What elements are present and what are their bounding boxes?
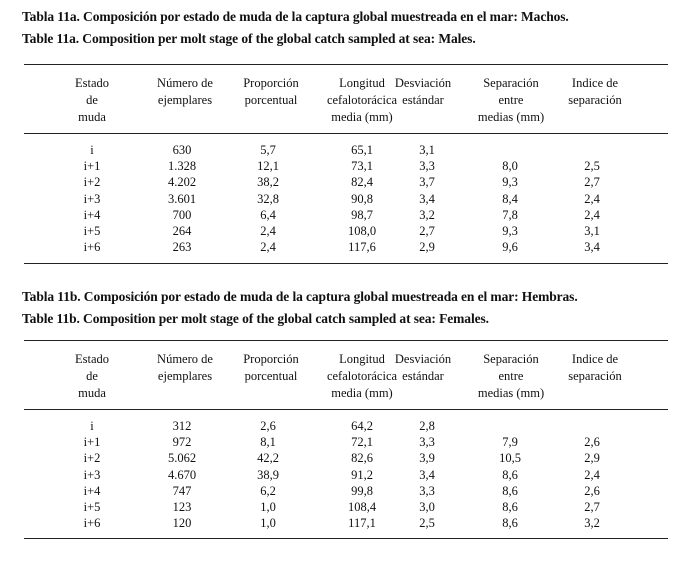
cell-length: 65,1 bbox=[351, 143, 373, 157]
cell-proportion: 38,2 bbox=[257, 175, 279, 190]
table-row bbox=[24, 451, 668, 468]
cell-sep-index: 2,9 bbox=[584, 451, 600, 466]
cell-count: 4.202 bbox=[167, 175, 197, 190]
cell-std-dev: 3,9 bbox=[419, 451, 435, 466]
cell-stage: i+3 bbox=[83, 191, 101, 206]
cell-std-dev: 3,7 bbox=[419, 175, 435, 190]
cell-count: 747 bbox=[172, 483, 192, 498]
cell-proportion: 5,7 bbox=[260, 143, 276, 157]
cell-proportion: 2,6 bbox=[260, 419, 276, 433]
header-stage bbox=[62, 351, 122, 402]
cell-length: 82,4 bbox=[351, 175, 373, 190]
header-line: Longitud bbox=[339, 76, 385, 90]
cell-sep-index: 2,4 bbox=[584, 467, 600, 482]
header-line: estándar bbox=[402, 93, 444, 107]
table-b-caption-es: Tabla 11b. Composición por estado de muda de la captura global muestreada en el mar: Hembras. bbox=[22, 289, 578, 304]
header-line: Número de bbox=[157, 352, 213, 366]
cell-stage: i bbox=[90, 419, 94, 433]
header-line: Separación bbox=[483, 76, 539, 90]
cell-sep-index: 2,4 bbox=[584, 207, 600, 222]
header-line: Indice de bbox=[571, 352, 619, 366]
header-std-dev bbox=[389, 75, 457, 109]
cell-stage: i+1 bbox=[83, 435, 101, 450]
header-line: porcentual bbox=[244, 93, 298, 107]
cell-std-dev: 3,3 bbox=[419, 483, 435, 498]
header-line: Desviación bbox=[394, 76, 452, 90]
cell-count: 263 bbox=[172, 240, 192, 255]
table-b-header-rule bbox=[24, 409, 668, 410]
header-line: Longitud bbox=[339, 352, 385, 366]
cell-separation: 9,3 bbox=[502, 175, 518, 190]
table-a-caption-es: Tabla 11a. Composición por estado de muda de la captura global muestreada en el mar: Machos. bbox=[22, 9, 569, 24]
cell-length: 108,0 bbox=[347, 224, 377, 238]
cell-std-dev: 3,3 bbox=[419, 435, 435, 450]
cell-sep-index: 2,5 bbox=[584, 159, 600, 174]
cell-count: 264 bbox=[172, 224, 192, 238]
header-line: porcentual bbox=[244, 369, 298, 383]
table-row bbox=[24, 500, 668, 517]
cell-count: 3.601 bbox=[167, 191, 197, 206]
header-proportion bbox=[230, 351, 312, 385]
cell-separation: 8,6 bbox=[502, 467, 518, 482]
header-line: Indice de bbox=[571, 76, 619, 90]
header-line: cefalotorácica bbox=[326, 369, 398, 383]
cell-separation: 8,6 bbox=[502, 483, 518, 498]
cell-proportion: 1,0 bbox=[260, 500, 276, 514]
header-sep-index bbox=[559, 351, 631, 385]
cell-length: 117,6 bbox=[348, 240, 376, 255]
cell-length: 73,1 bbox=[351, 159, 373, 174]
header-separation bbox=[472, 351, 550, 402]
cell-proportion: 1,0 bbox=[260, 516, 276, 531]
header-sep-index bbox=[559, 75, 631, 109]
cell-count: 123 bbox=[172, 500, 192, 514]
cell-stage: i+5 bbox=[83, 224, 101, 238]
cell-separation: 9,6 bbox=[502, 240, 518, 255]
header-line: entre bbox=[498, 93, 524, 107]
header-line: Estado bbox=[74, 352, 110, 366]
header-line: de bbox=[86, 369, 98, 383]
header-line: Desviación bbox=[394, 352, 452, 366]
cell-separation: 7,8 bbox=[502, 207, 518, 222]
header-line: medias (mm) bbox=[477, 386, 545, 400]
table-row bbox=[24, 192, 668, 209]
header-line: ejemplares bbox=[157, 369, 213, 383]
table-row bbox=[24, 175, 668, 192]
cell-stage: i+6 bbox=[83, 516, 101, 531]
header-line: muda bbox=[78, 386, 106, 400]
cell-separation: 9,3 bbox=[502, 224, 518, 238]
header-line: entre bbox=[498, 369, 524, 383]
header-std-dev bbox=[389, 351, 457, 385]
cell-proportion: 2,4 bbox=[260, 224, 276, 238]
cell-length: 82,6 bbox=[351, 451, 373, 466]
cell-proportion: 38,9 bbox=[257, 467, 279, 482]
cell-std-dev: 3,2 bbox=[419, 207, 435, 222]
cell-separation: 8,0 bbox=[502, 159, 518, 174]
table-row bbox=[24, 435, 668, 452]
table-row bbox=[24, 419, 668, 436]
table-a-header-rule bbox=[24, 133, 668, 134]
header-line: ejemplares bbox=[157, 93, 213, 107]
cell-count: 4.670 bbox=[167, 467, 197, 482]
header-line: de bbox=[86, 93, 98, 107]
cell-length: 90,8 bbox=[351, 191, 373, 206]
cell-proportion: 2,4 bbox=[260, 240, 276, 255]
header-line: Estado bbox=[74, 76, 110, 90]
cell-std-dev: 2,7 bbox=[419, 224, 435, 238]
cell-sep-index: 3,4 bbox=[584, 240, 600, 255]
cell-std-dev: 2,5 bbox=[419, 516, 435, 531]
cell-length: 99,8 bbox=[351, 483, 373, 498]
cell-length: 108,4 bbox=[347, 500, 377, 514]
cell-count: 5.062 bbox=[167, 451, 197, 466]
cell-sep-index: 2,7 bbox=[584, 175, 600, 190]
cell-proportion: 12,1 bbox=[257, 159, 279, 174]
cell-proportion: 6,4 bbox=[260, 207, 276, 222]
cell-separation: 8,6 bbox=[502, 500, 518, 514]
cell-count: 312 bbox=[172, 419, 192, 433]
header-proportion bbox=[230, 75, 312, 109]
header-line: estándar bbox=[402, 369, 444, 383]
cell-separation: 10,5 bbox=[499, 451, 521, 466]
cell-proportion: 8,1 bbox=[260, 435, 276, 450]
header-line: separación bbox=[568, 93, 622, 107]
table-row bbox=[24, 484, 668, 501]
cell-count: 120 bbox=[172, 516, 192, 531]
table-b-caption-en: Table 11b. Composition per molt stage of the global catch sampled at sea: Females. bbox=[22, 311, 489, 326]
header-line: medias (mm) bbox=[477, 110, 545, 124]
cell-proportion: 6,2 bbox=[260, 483, 276, 498]
header-line: Proporción bbox=[243, 76, 299, 90]
header-line: Número de bbox=[157, 76, 213, 90]
header-line: muda bbox=[78, 110, 106, 124]
cell-length: 117,1 bbox=[348, 516, 376, 531]
table-b bbox=[24, 340, 668, 539]
cell-stage: i+6 bbox=[83, 240, 101, 255]
header-line: Separación bbox=[483, 352, 539, 366]
header-line: media (mm) bbox=[331, 386, 393, 400]
header-line: Proporción bbox=[243, 352, 299, 366]
table-a-caption-en: Table 11a. Composition per molt stage of the global catch sampled at sea: Males. bbox=[22, 31, 476, 46]
cell-std-dev: 3,1 bbox=[419, 143, 435, 157]
table-row bbox=[24, 143, 668, 160]
cell-stage: i+1 bbox=[83, 159, 101, 174]
cell-std-dev: 3,3 bbox=[419, 159, 435, 174]
cell-std-dev: 3,4 bbox=[419, 191, 435, 206]
cell-stage: i+2 bbox=[83, 175, 101, 190]
cell-sep-index: 2,4 bbox=[584, 191, 600, 206]
header-line: media (mm) bbox=[331, 110, 393, 124]
cell-std-dev: 2,9 bbox=[419, 240, 435, 255]
cell-sep-index: 3,2 bbox=[584, 516, 600, 531]
header-separation bbox=[472, 75, 550, 126]
table-a bbox=[24, 64, 668, 264]
cell-sep-index: 3,1 bbox=[584, 224, 600, 238]
cell-std-dev: 3,4 bbox=[419, 467, 435, 482]
cell-sep-index: 2,6 bbox=[584, 483, 600, 498]
cell-proportion: 42,2 bbox=[257, 451, 279, 466]
table-row bbox=[24, 224, 668, 241]
cell-length: 64,2 bbox=[351, 419, 373, 433]
header-stage bbox=[62, 75, 122, 126]
cell-separation: 7,9 bbox=[502, 435, 518, 450]
table-row bbox=[24, 159, 668, 176]
cell-sep-index: 2,6 bbox=[584, 435, 600, 450]
table-row bbox=[24, 240, 668, 257]
table-row bbox=[24, 468, 668, 485]
cell-std-dev: 3,0 bbox=[419, 500, 435, 514]
cell-stage: i+3 bbox=[83, 467, 101, 482]
cell-stage: i+5 bbox=[83, 500, 101, 514]
cell-length: 91,2 bbox=[351, 467, 373, 482]
cell-length: 98,7 bbox=[351, 207, 373, 222]
cell-separation: 8,4 bbox=[502, 191, 518, 206]
cell-proportion: 32,8 bbox=[257, 191, 279, 206]
header-count bbox=[140, 351, 230, 385]
cell-count: 700 bbox=[172, 207, 192, 222]
cell-stage: i+4 bbox=[83, 483, 101, 498]
table-row bbox=[24, 208, 668, 225]
header-count bbox=[140, 75, 230, 109]
cell-count: 972 bbox=[172, 435, 192, 450]
cell-std-dev: 2,8 bbox=[419, 419, 435, 433]
cell-sep-index: 2,7 bbox=[584, 500, 600, 514]
cell-count: 1.328 bbox=[167, 159, 197, 174]
cell-count: 630 bbox=[172, 143, 192, 157]
table-row bbox=[24, 516, 668, 533]
cell-separation: 8,6 bbox=[502, 516, 518, 531]
cell-stage: i+4 bbox=[83, 207, 101, 222]
cell-length: 72,1 bbox=[351, 435, 373, 450]
cell-stage: i bbox=[90, 143, 94, 157]
cell-stage: i+2 bbox=[83, 451, 101, 466]
header-line: separación bbox=[568, 369, 622, 383]
header-line: cefalotorácica bbox=[326, 93, 398, 107]
